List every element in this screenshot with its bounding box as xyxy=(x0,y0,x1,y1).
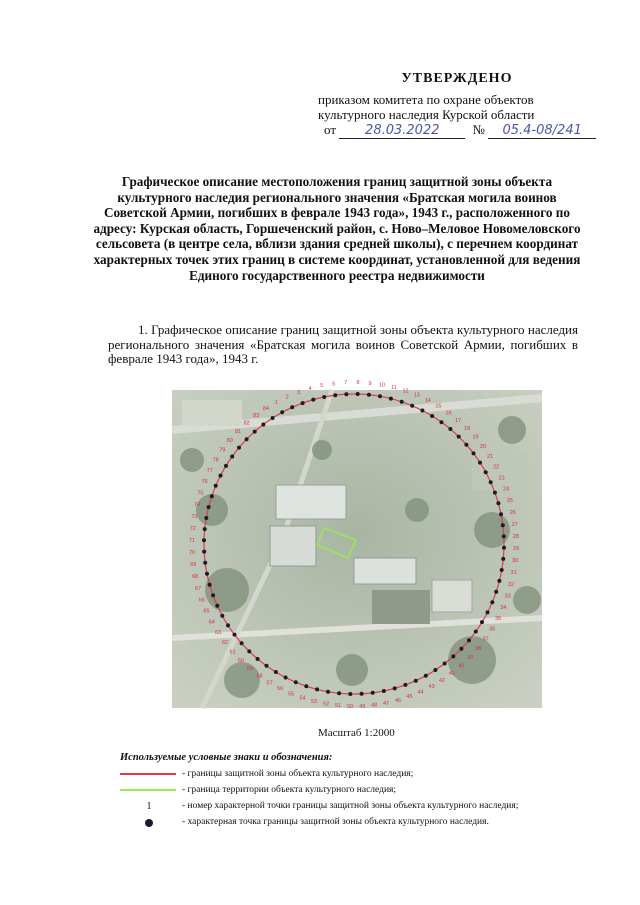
boundary-point xyxy=(204,516,208,520)
boundary-point xyxy=(233,633,237,637)
boundary-point xyxy=(208,583,212,587)
boundary-point xyxy=(472,451,476,455)
document-heading: Графическое описание местоположения границ защитной зоны объекта культурного наследия регионального значения «Братская могила воинов Советской Армии, погибших в феврале 1943 года», 1943 г., расположенного по адресу: Курская область, Горшеченский район, с. Ново–Меловое Новомеловского сельсовета (в центре села, вблизи здания средней школы), с перечнем координат характерных точек этих границ в системе координат, установленной для ведения Единого государственного реестра недвижимости xyxy=(93,174,581,283)
legend-title: Используемые условные знаки и обозначения: xyxy=(120,752,333,763)
boundary-point xyxy=(497,579,501,583)
boundary-point xyxy=(224,464,228,468)
boundary-point-label: 71 xyxy=(188,538,196,544)
boundary-point-label: 79 xyxy=(219,447,226,454)
boundary-point-label: 39 xyxy=(466,655,474,662)
boundary-point xyxy=(464,443,468,447)
boundary-point-label: 27 xyxy=(511,521,518,528)
boundary-point xyxy=(274,670,278,674)
boundary-point-label: 25 xyxy=(506,498,513,504)
boundary-point-label: 17 xyxy=(455,417,462,424)
boundary-point xyxy=(420,409,424,413)
boundary-point-label: 33 xyxy=(504,593,511,600)
boundary-point-label: 76 xyxy=(201,479,208,486)
boundary-point-label: 75 xyxy=(197,490,204,497)
boundary-point-label: 1 xyxy=(274,399,278,406)
boundary-point xyxy=(499,512,503,516)
boundary-point xyxy=(393,686,397,690)
boundary-point-label: 3 xyxy=(296,389,301,396)
boundary-point-label: 53 xyxy=(311,699,318,705)
building xyxy=(270,526,316,566)
boundary-point xyxy=(501,557,505,561)
building xyxy=(182,400,242,426)
boundary-point-label: 47 xyxy=(383,700,390,707)
boundary-point xyxy=(256,657,260,661)
boundary-point xyxy=(215,604,219,608)
dot-symbol xyxy=(120,816,178,830)
boundary-point-label: 63 xyxy=(214,630,222,636)
boundary-point-label: 15 xyxy=(435,403,442,410)
boundary-point-label: 28 xyxy=(512,533,519,540)
boundary-point-label: 21 xyxy=(486,454,494,460)
boundary-point xyxy=(261,423,265,427)
approval-number: 05.4-08/241 xyxy=(488,123,596,139)
boundary-point-label: 36 xyxy=(489,626,496,633)
boundary-point xyxy=(489,480,493,484)
boundary-point-label: 67 xyxy=(195,586,202,592)
approval-line-1: приказом комитета по охране объектов xyxy=(318,92,534,107)
approval-date-row xyxy=(318,122,596,139)
boundary-point-label: 31 xyxy=(510,570,517,576)
boundary-point-label: 13 xyxy=(413,392,420,399)
boundary-point xyxy=(219,474,223,478)
boundary-point xyxy=(484,470,488,474)
boundary-point-label: 37 xyxy=(482,636,489,643)
boundary-point xyxy=(348,692,352,696)
boundary-point xyxy=(265,664,269,668)
boundary-point-label: 73 xyxy=(191,514,198,520)
boundary-point-label: 78 xyxy=(212,457,219,464)
boundary-point xyxy=(326,690,330,694)
boundary-point-label: 49 xyxy=(359,703,366,710)
boundary-point-label: 19 xyxy=(472,434,479,441)
paragraph-text: 1. Графическое описание границ защитной зоны объекта культурного наследия регионального значения «Братская могила воинов Советской Армии, погибших в феврале 1943 года», 1943 г. xyxy=(108,322,578,366)
boundary-point xyxy=(205,572,209,576)
boundary-point xyxy=(448,427,452,431)
map-scale: Масштаб 1:2000 xyxy=(318,727,395,739)
boundary-point-label: 66 xyxy=(198,597,205,604)
boundary-point xyxy=(203,561,207,565)
boundary-point xyxy=(301,401,305,405)
boundary-point-label: 58 xyxy=(256,673,263,680)
boundary-point xyxy=(502,546,506,550)
boundary-point xyxy=(290,405,294,409)
boundary-point xyxy=(474,630,478,634)
boundary-point-label: 44 xyxy=(417,689,424,696)
boundary-point xyxy=(480,620,484,624)
boundary-point xyxy=(322,395,326,399)
boundary-point xyxy=(451,654,455,658)
boundary-map-svg xyxy=(172,380,542,710)
boundary-point xyxy=(203,527,207,531)
boundary-point-label: 82 xyxy=(243,420,250,427)
boundary-point xyxy=(211,593,215,597)
boundary-point xyxy=(202,550,206,554)
boundary-point xyxy=(220,614,224,618)
boundary-point-label: 64 xyxy=(208,619,215,626)
legend-item-point xyxy=(120,816,580,830)
boundary-point-label: 35 xyxy=(495,615,502,622)
section-paragraph xyxy=(108,323,578,367)
legend-text: - характерная точка границы защитной зоны объекта культурного наследия. xyxy=(182,817,489,827)
boundary-point-label: 60 xyxy=(237,658,244,664)
boundary-point-label: 83 xyxy=(253,412,260,419)
boundary-point xyxy=(210,494,214,498)
boundary-point xyxy=(284,676,288,680)
boundary-point-label: 68 xyxy=(192,574,199,581)
boundary-point xyxy=(271,416,275,420)
boundary-point-label: 50 xyxy=(346,704,354,710)
boundary-point xyxy=(500,568,504,572)
boundary-point xyxy=(367,393,371,397)
boundary-point xyxy=(440,420,444,424)
boundary-point-label: 52 xyxy=(322,701,330,708)
boundary-point xyxy=(424,674,428,678)
legend-item-point-number xyxy=(120,800,580,814)
boundary-point xyxy=(443,662,447,666)
boundary-point-label: 57 xyxy=(266,680,273,687)
building xyxy=(276,485,346,519)
boundary-point xyxy=(459,647,463,651)
boundary-point-label: 32 xyxy=(507,581,515,588)
boundary-point-label: 9 xyxy=(368,380,372,387)
boundary-point-label: 5 xyxy=(320,383,324,390)
boundary-point-label: 84 xyxy=(262,406,270,412)
approval-title: УТВЕРЖДЕНО xyxy=(401,71,513,86)
boundary-point-label: 56 xyxy=(277,686,284,693)
boundary-point xyxy=(478,461,482,465)
boundary-point-label: 45 xyxy=(406,694,413,701)
boundary-point xyxy=(360,692,364,696)
legend-item-zone-boundary xyxy=(120,768,580,782)
boundary-point-label: 80 xyxy=(226,437,233,444)
boundary-point xyxy=(494,590,498,594)
boundary-point xyxy=(430,414,434,418)
red-line-symbol xyxy=(120,768,178,782)
boundary-point-label: 62 xyxy=(221,639,228,646)
boundary-point-label: 43 xyxy=(428,684,435,691)
boundary-point-label: 30 xyxy=(512,558,519,564)
boundary-point xyxy=(486,610,490,614)
legend-item-territory-boundary xyxy=(120,784,580,798)
boundary-point-label: 22 xyxy=(493,464,500,471)
boundary-point-label: 59 xyxy=(246,666,253,673)
boundary-point-label: 51 xyxy=(334,703,342,710)
boundary-point-label: 72 xyxy=(189,526,196,532)
boundary-point-label: 34 xyxy=(500,604,507,611)
boundary-point xyxy=(400,400,404,404)
boundary-point-label: 38 xyxy=(475,646,482,653)
boundary-point-label: 14 xyxy=(424,397,431,404)
boundary-point-label: 7 xyxy=(344,380,348,387)
green-line-symbol xyxy=(120,784,178,798)
boundary-point xyxy=(433,668,437,672)
legend-text: - граница территории объекта культурного наследия; xyxy=(182,785,397,795)
boundary-point-label: 29 xyxy=(512,546,520,552)
boundary-point xyxy=(378,394,382,398)
boundary-point-label: 40 xyxy=(458,663,465,670)
boundary-point-label: 24 xyxy=(503,486,510,493)
boundary-point-label: 26 xyxy=(509,509,516,516)
legend-text: - границы защитной зоны объекта культурного наследия; xyxy=(182,769,414,779)
boundary-point xyxy=(240,641,244,645)
boundary-point xyxy=(304,684,308,688)
boundary-point-label: 12 xyxy=(402,388,409,395)
boundary-point xyxy=(280,410,284,414)
boundary-point-label: 11 xyxy=(391,385,397,391)
boundary-point xyxy=(311,398,315,402)
boundary-point-label: 18 xyxy=(464,426,471,432)
boundary-map xyxy=(172,380,542,710)
building xyxy=(354,558,416,584)
boundary-point-label: 81 xyxy=(234,428,242,435)
boundary-point-label: 41 xyxy=(448,671,455,678)
number-label: № xyxy=(472,122,485,137)
boundary-point xyxy=(356,392,360,396)
boundary-point-label: 23 xyxy=(498,475,505,482)
boundary-point xyxy=(493,491,497,495)
from-label: от xyxy=(324,122,337,137)
boundary-point xyxy=(496,501,500,505)
boundary-point xyxy=(371,691,375,695)
boundary-point-label: 61 xyxy=(229,649,236,656)
approval-date: 28.03.2022 xyxy=(339,123,465,139)
boundary-point xyxy=(403,683,407,687)
boundary-point xyxy=(230,455,234,459)
boundary-point-label: 48 xyxy=(371,702,378,709)
boundary-point xyxy=(502,534,506,538)
boundary-point-label: 6 xyxy=(332,381,336,388)
boundary-point xyxy=(410,404,414,408)
field-plot xyxy=(372,590,430,624)
boundary-point xyxy=(294,680,298,684)
boundary-point xyxy=(344,392,348,396)
field-plot xyxy=(472,450,528,490)
boundary-point-label: 8 xyxy=(356,380,360,386)
boundary-point-label: 16 xyxy=(445,410,452,417)
boundary-point xyxy=(457,435,461,439)
boundary-point xyxy=(247,649,251,653)
boundary-point-label: 55 xyxy=(288,691,295,698)
boundary-point-label: 2 xyxy=(285,394,289,401)
boundary-point-label: 10 xyxy=(378,382,386,389)
boundary-point xyxy=(501,523,505,527)
boundary-point xyxy=(337,691,341,695)
boundary-point-label: 4 xyxy=(308,386,312,393)
boundary-point xyxy=(237,446,241,450)
boundary-point xyxy=(214,484,218,488)
boundary-point xyxy=(414,679,418,683)
boundary-point xyxy=(207,505,211,509)
boundary-point xyxy=(253,430,257,434)
boundary-point-label: 54 xyxy=(299,695,306,702)
boundary-point xyxy=(202,538,206,542)
boundary-point xyxy=(389,397,393,401)
boundary-point-label: 42 xyxy=(438,678,446,684)
boundary-point xyxy=(333,393,337,397)
boundary-point xyxy=(467,638,471,642)
boundary-point xyxy=(315,687,319,691)
boundary-point-label: 70 xyxy=(189,550,196,557)
boundary-point-label: 65 xyxy=(203,608,210,615)
boundary-point-label: 46 xyxy=(394,697,402,704)
approval-line-2: культурного наследия Курской области xyxy=(318,107,535,122)
boundary-point xyxy=(490,600,494,604)
legend-text: - номер характерной точки границы защитной зоны объекта культурного наследия; xyxy=(182,801,519,811)
boundary-point xyxy=(382,689,386,693)
building xyxy=(432,580,472,612)
boundary-point-label: 74 xyxy=(193,502,201,509)
boundary-point-label: 20 xyxy=(480,444,487,451)
point-number-symbol: 1 xyxy=(146,801,152,812)
boundary-point-label: 77 xyxy=(206,468,213,475)
boundary-point xyxy=(245,437,249,441)
boundary-point xyxy=(226,623,230,627)
boundary-point-label: 69 xyxy=(190,562,197,569)
